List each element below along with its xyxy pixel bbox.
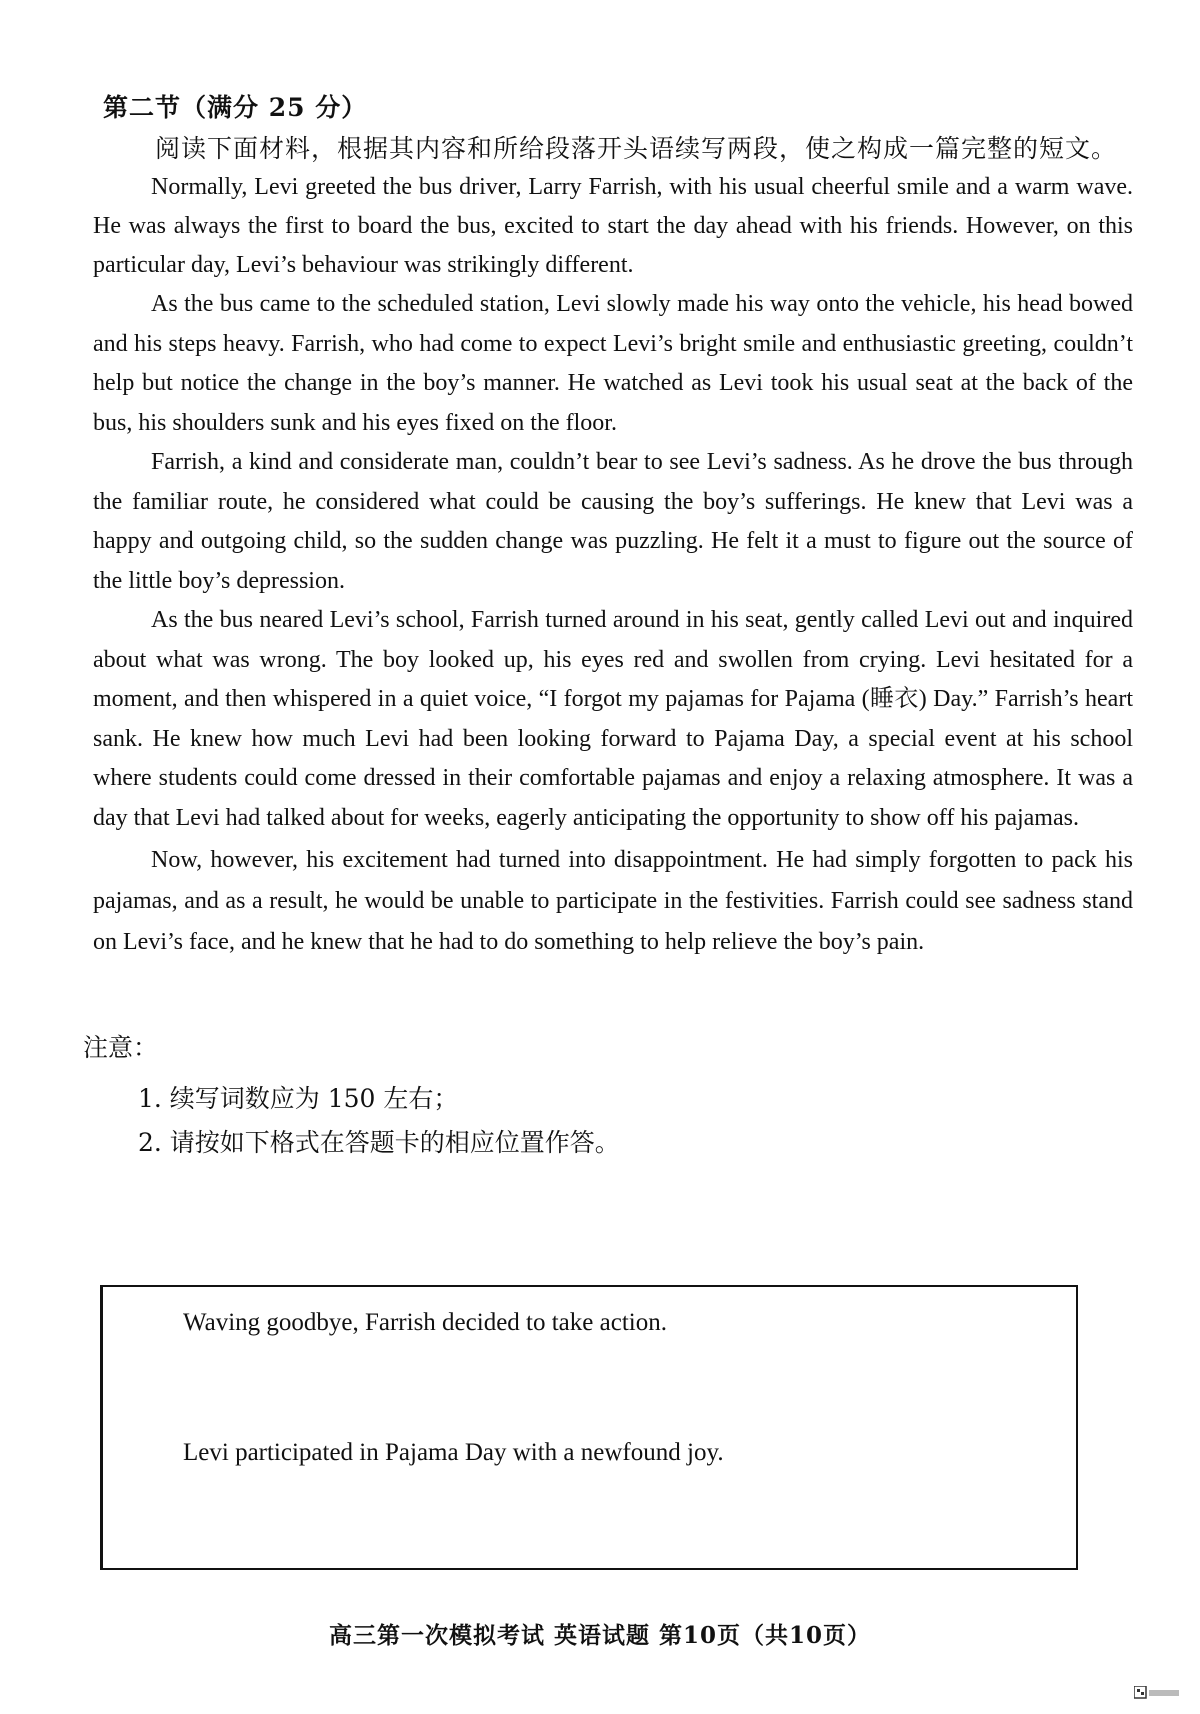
- reading-passage: [93, 168, 1133, 963]
- notes-section: [83, 1028, 620, 1166]
- qr-stamp-icon: [1134, 1686, 1180, 1700]
- note-item-1: 1. 续写词数应为 150 左右；: [138, 1084, 459, 1113]
- page-footer: 高三第一次模拟考试 英语试题 第10页（共10页）: [328, 1622, 872, 1649]
- passage-paragraph-3: Farrish, a kind and considerate man, couldn’t bear to see Levi’s sadness. As he drove the bus through the familiar route, he considered what could be causing the boy’s sufferings. He knew that Levi was a happy and outgoing child, so the sudden change was puzzling. He felt it a must to figure out the source of the little boy’s depression.: [93, 449, 1133, 594]
- section-instruction: 阅读下面材料，根据其内容和所给段落开头语续写两段，使之构成一篇完整的短文。: [155, 134, 1118, 163]
- paragraph-opening-1: Waving goodbye, Farrish decided to take action.: [183, 1309, 667, 1336]
- passage-paragraph-1: Normally, Levi greeted the bus driver, Larry Farrish, with his usual cheerful smile and a warm wave. He was always the first to board the bus, excited to start the day ahead with his friends. However, on this particular day, Levi’s behaviour was strikingly different.: [93, 174, 1133, 278]
- passage-paragraph-4: As the bus neared Levi’s school, Farrish turned around in his seat, gently called Levi out and inquired about what was wrong. The boy looked up, his eyes red and swollen from crying. Levi hesitated for a moment, and then whispered in a quiet voice, “I forgot my pajamas for Pajama (睡衣) Day.” Farrish’s heart sank. He knew how much Levi had been looking forward to Pajama Day, a special event at his school where students could come dressed in their comfortable pajamas and enjoy a relaxing atmosphere. It was a day that Levi had talked about for weeks, eagerly anticipating the opportunity to show off his pajamas.: [93, 607, 1133, 831]
- note-item-2: 2. 请按如下格式在答题卡的相应位置作答。: [138, 1128, 620, 1157]
- section-title: 第二节（满分 25 分）: [103, 93, 368, 122]
- passage-paragraph-5: Now, however, his excitement had turned into disappointment. He had simply forgotten to pack his pajamas, and as a result, he would be unable to participate in the festivities. Farrish could see sadness stand on Levi’s face, and he knew that he had to do something to help relieve the boy’s pain.: [93, 847, 1133, 955]
- answer-format-box: [100, 1285, 1078, 1570]
- passage-paragraph-2: As the bus came to the scheduled station, Levi slowly made his way onto the vehicle, his head bowed and his steps heavy. Farrish, who had come to expect Levi’s bright smile and enthusiastic greeting, couldn’t help but notice the change in the boy’s manner. He watched as Levi took his usual seat at the back of the bus, his shoulders sunk and his eyes fixed on the floor.: [93, 291, 1133, 436]
- paragraph-opening-2: Levi participated in Pajama Day with a newfound joy.: [183, 1439, 724, 1466]
- notes-heading: 注意：: [83, 1033, 159, 1062]
